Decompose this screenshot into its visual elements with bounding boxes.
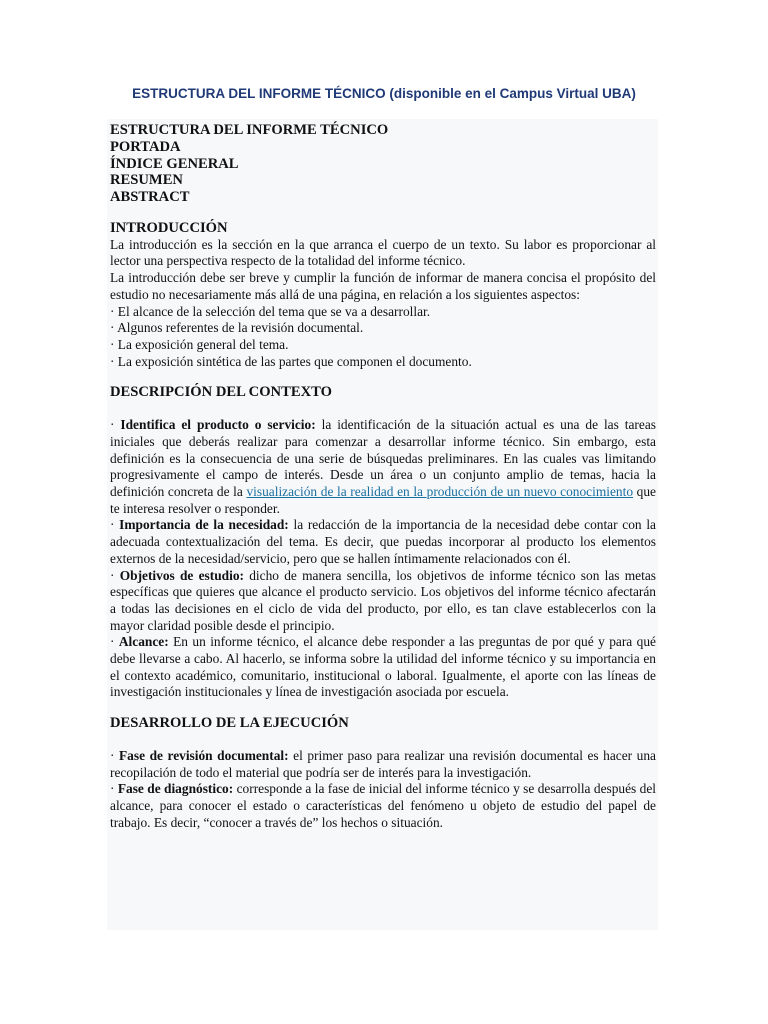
intro-paragraph: La introducción debe ser breve y cumplir la función de informar de manera concisa el propósito del estudio no necesariamente más allá de una página, en relación a los siguientes aspectos: <box>110 270 656 302</box>
document-content <box>107 119 658 930</box>
intro-bullet: · El alcance de la selección del tema que se va a desarrollar. <box>110 303 431 319</box>
structure-item: PORTADA <box>110 138 181 155</box>
context-item: · Identifica el producto o servicio: la identificación de la situación actual es una de las tareas iniciales que deberás realizar para comenzar a desarrollar informe técnico. Sin embargo, esta definición es la consecuencia de una serie de búsquedas preliminares. En las cuales vas limitando progresivamente el campo de interés. Desde un área o un conjunto amplio de temas, hacia la definición concreta de la visualización de la realidad en la producción de un nuevo conocimiento que te interesa resolver o responder. <box>110 417 656 516</box>
page-title: ESTRUCTURA DEL INFORME TÉCNICO (disponible en el Campus Virtual UBA) <box>132 86 636 101</box>
execution-item-text: corresponde a la fase de inicial del informe técnico y se desarrolla después del alcance, para conocer el estado o características del fenómeno u objeto de estudio del papel de trabajo. Es decir, “conocer a través de” los hechos o situación. <box>110 781 657 830</box>
execution-item: · Fase de revisión documental: el primer paso para realizar una revisión documental es hacer una recopilación de todo el material que podría ser de interés para la investigación. <box>110 747 656 780</box>
structure-list <box>110 122 656 206</box>
context-item-text: que te interesa resolver o responder. <box>110 484 656 516</box>
context-item-label: Alcance: <box>118 634 169 650</box>
structure-item: ABSTRACT <box>110 189 190 206</box>
context-item-label: Identifica el producto o servicio: <box>120 417 316 433</box>
intro-paragraph: La introducción es la sección en la que arranca el cuerpo de un texto. Su labor es proporcionar al lector una perspectiva respecto de la totalidad del informe técnico. <box>110 236 656 269</box>
context-item: · Objetivos de estudio: dicho de manera sencilla, los objetivos de informe técnico son las metas específicas que quieres que alcance el producto servicio. Los objetivos del informe técnico afectarán a todas las decisiones en el ciclo de vida del producto, por ello, es tan clave establecerlos con la mayor claridad posible desde el principio. <box>110 567 656 633</box>
intro-bullet: · Algunos referentes de la revisión documental. <box>110 320 364 336</box>
context-item-text: la identificación de la situación actual es una de las tareas iniciales que deberás realizar para comenzar a desarrollar informe técnico. Sin embargo, esta definición es la consecuencia de una serie de búsquedas preliminares. En las cuales vas limitando progresivamente el campo de interés. Desde un área o un conjunto amplio de temas, hacia la definición concreta de la <box>110 417 656 500</box>
execution-item-label: Fase de revisión documental: <box>119 747 289 763</box>
intro-bullet: · La exposición sintética de las partes que componen el documento. <box>110 353 472 369</box>
section-heading-context: DESCRIPCIÓN DEL CONTEXTO <box>110 384 332 401</box>
structure-item: ÍNDICE GENERAL <box>110 155 239 172</box>
execution-item-text: el primer paso para realizar una revisión documental es hacer una recopilación de todo el material que podría ser de interés para la investigación. <box>110 747 656 780</box>
section-heading-execution: DESARROLLO DE LA EJECUCIÓN <box>110 715 349 732</box>
context-item-text: En un informe técnico, el alcance debe responder a las preguntas de por qué y para qué debe llevarse a cabo. Al hacerlo, se informa sobre la utilidad del informe técnico y su importancia en el contexto académico, comunitario, institucional o laboral. Igualmente, el aporte con las líneas de investigación institucionales y línea de investigación asociada por escuela. <box>110 634 656 700</box>
context-item-text: la redacción de la importancia de la necesidad debe contar con la adecuada contextualización del tema. Es decir, que puedas incorporar al producto los elementos externos de la necesidad/servicio, pero que se hallen íntimamente relacionados con él. <box>110 517 656 566</box>
intro-bullet: · La exposición general del tema. <box>110 337 289 352</box>
context-item: · Alcance: En un informe técnico, el alcance debe responder a las preguntas de por qué y para qué debe llevarse a cabo. Al hacerlo, se informa sobre la utilidad del informe técnico y su importancia en el contexto académico, comunitario, institucional o laboral. Igualmente, el aporte con las líneas de investigación institucionales y línea de investigación asociada por escuela. <box>110 634 656 700</box>
concept-link[interactable]: visualización de la realidad en la producción de un nuevo conocimiento <box>246 484 634 500</box>
context-item-label: Objetivos de estudio: <box>119 567 244 583</box>
structure-item: ESTRUCTURA DEL INFORME TÉCNICO <box>110 122 389 138</box>
structure-item: RESUMEN <box>110 172 183 189</box>
context-item-text: dicho de manera sencilla, los objetivos de informe técnico son las metas específicas que quieres que alcance el producto servicio. Los objetivos del informe técnico afectarán a todas las decisiones en el ciclo de vida del producto, por ello, es tan clave establecerlos con la mayor claridad posible desde el principio. <box>110 567 656 633</box>
context-item: · Importancia de la necesidad: la redacción de la importancia de la necesidad debe contar con la adecuada contextualización del tema. Es decir, que puedas incorporar al producto los elementos externos de la necesidad/servicio, pero que se hallen íntimamente relacionados con él. <box>110 517 656 566</box>
execution-item: · Fase de diagnóstico: corresponde a la fase de inicial del informe técnico y se desarrolla después del alcance, para conocer el estado o características del fenómeno u objeto de estudio del papel de trabajo. Es decir, “conocer a través de” los hechos o situación. <box>110 781 657 830</box>
execution-item-label: Fase de diagnóstico: <box>117 781 234 797</box>
context-item-label: Importancia de la necesidad: <box>119 517 289 533</box>
section-heading-intro: INTRODUCCIÓN <box>110 219 228 236</box>
